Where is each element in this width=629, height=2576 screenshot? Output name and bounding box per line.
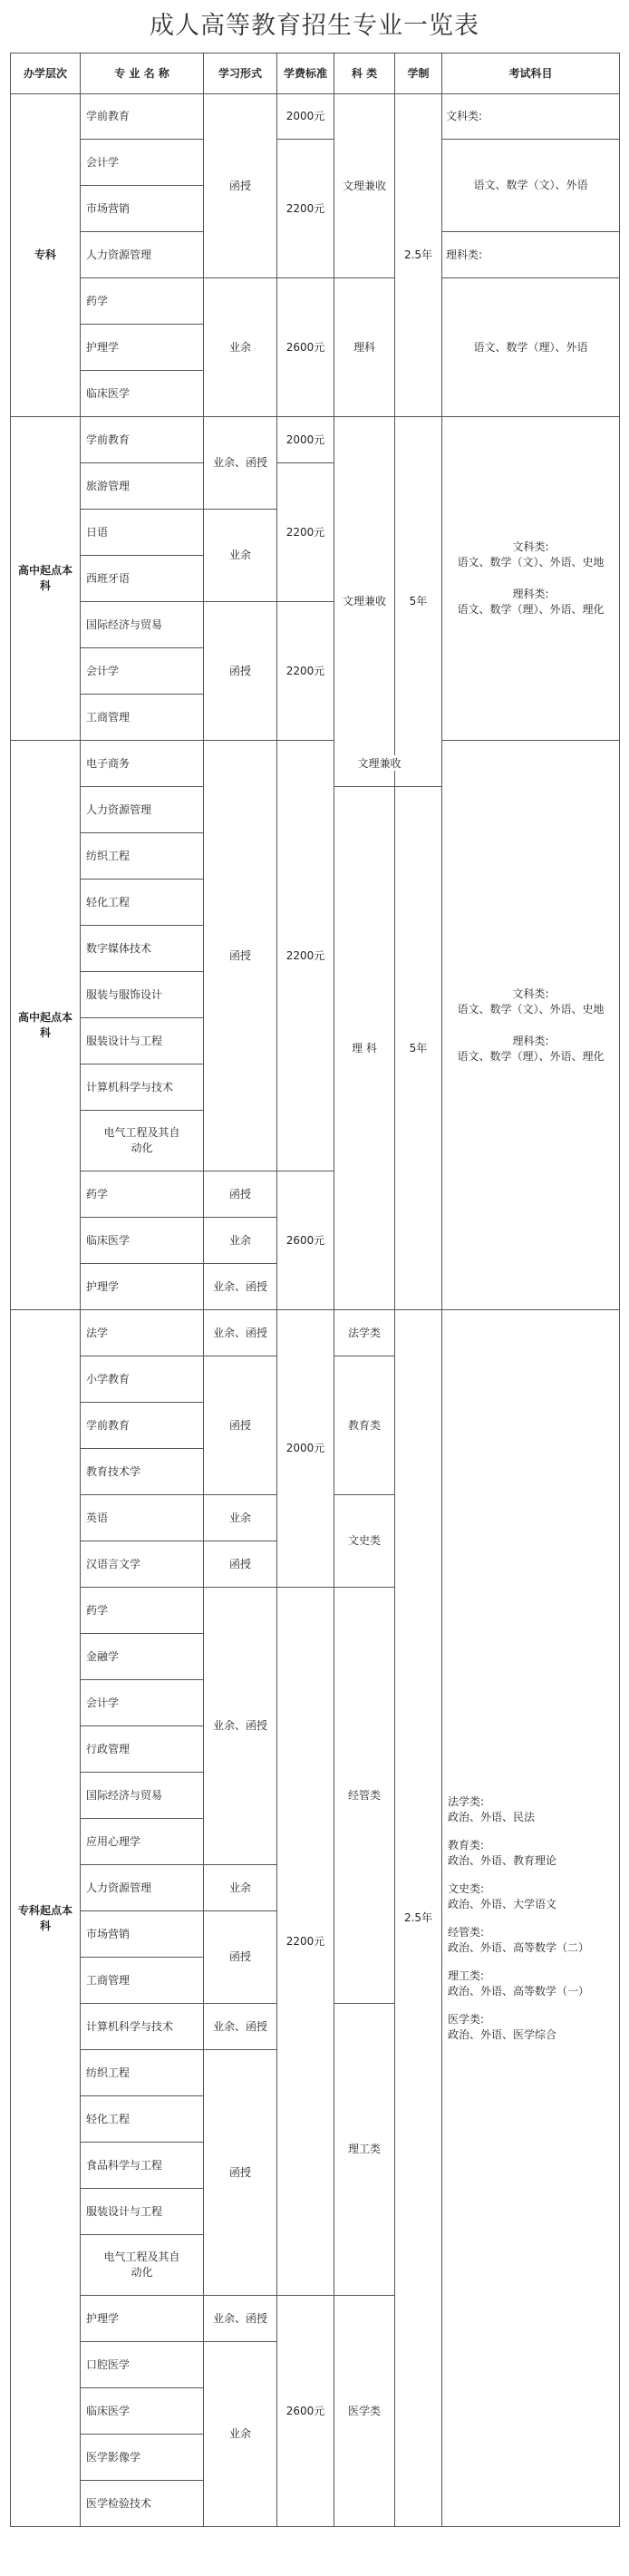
mode-cell: 业余、函授 [204,2296,277,2342]
mode-cell: 业余 [204,1495,277,1541]
major-cell: 轻化工程 [81,2096,204,2143]
major-cell: 医学影像学 [81,2435,204,2481]
category-cell: 文理兼收 [334,417,395,787]
major-cell: 日语 [81,510,204,556]
major-cell: 西班牙语 [81,556,204,602]
exam-cell: 理科类: [442,232,620,278]
mode-cell: 业余 [204,1218,277,1264]
major-cell: 电气工程及其自动化 [81,1111,204,1171]
page-title: 成人高等教育招生专业一览表 [150,12,479,40]
major-cell: 工商管理 [81,1958,204,2004]
major-cell: 服装与服饰设计 [81,972,204,1018]
major-cell: 护理学 [81,1264,204,1310]
major-cell: 英语 [81,1495,204,1541]
major-cell: 小学教育 [81,1356,204,1403]
level-gqb2: 高中起点本科 [11,741,81,1310]
mode-cell: 业余 [204,2342,277,2527]
mode-cell: 业余、函授 [204,2004,277,2050]
header-category: 科 类 [334,53,395,94]
exam-subjects: 语文、数学（理）、外语、理化 [457,1049,605,1063]
major-cell: 数字媒体技术 [81,926,204,972]
exam-label: 经管类: [448,1925,485,1939]
exam-subjects: 语文、数学（文）、外语、史地 [457,556,605,569]
major-cell: 学前教育 [81,94,204,140]
fee-cell: 2000元 [277,1310,334,1588]
fee-cell: 2000元 [277,94,334,140]
major-cell: 纺织工程 [81,2050,204,2096]
level-zqb: 专科起点本科 [11,1310,81,2527]
major-cell: 服装设计与工程 [81,2189,204,2235]
mode-cell: 业余 [204,278,277,417]
major-cell: 人力资源管理 [81,232,204,278]
mode-cell: 业余 [204,510,277,602]
header-fee: 学费标准 [277,53,334,94]
exam-label: 医学类: [448,2012,485,2026]
major-cell: 教育技术学 [81,1449,204,1495]
exam-cell: 文科类: [442,94,620,140]
major-cell: 学前教育 [81,417,204,463]
exam-label: 理科类: [512,588,549,600]
mode-cell: 函授 [204,741,277,1171]
exam-label: 教育类: [448,1838,485,1852]
major-cell: 药学 [81,1171,204,1218]
exam-label: 法学类: [448,1794,485,1808]
fee-cell: 2200元 [277,1588,334,2296]
major-cell: 学前教育 [81,1403,204,1449]
exam-subjects: 政治、外语、高等数学（一） [448,1984,590,1998]
exam-cell: 语文、数学（文）、外语 [442,140,620,232]
major-cell: 计算机科学与技术 [81,2004,204,2050]
exam-label: 文科类: [512,987,549,1000]
mode-cell: 业余、函授 [204,417,277,510]
major-cell: 会计学 [81,140,204,186]
mode-cell: 业余 [204,1865,277,1911]
major-cell: 人力资源管理 [81,1865,204,1911]
exam-label: 理工类: [448,1968,485,1982]
major-cell: 电子商务 [81,741,204,787]
major-cell: 轻化工程 [81,880,204,926]
category-cell: 经管类 [334,1588,395,2004]
category-cell: 理科 [334,278,395,417]
major-cell: 金融学 [81,1634,204,1680]
major-cell: 市场营销 [81,186,204,232]
mode-cell: 函授 [204,94,277,278]
mode-cell: 业余、函授 [204,1264,277,1310]
header-level: 办学层次 [11,53,81,94]
fee-cell: 2200元 [277,140,334,278]
category-cell-gqb2: 文理兼收 [350,755,409,771]
major-cell: 食品科学与工程 [81,2143,204,2189]
major-cell: 市场营销 [81,1911,204,1958]
exam-cell-gqb2 [442,741,620,1310]
mode-cell: 函授 [204,2050,277,2296]
fee-cell: 2000元 [277,417,334,463]
category-cell: 理工类 [334,2004,395,2296]
exam-subjects: 政治、外语、教育理论 [448,1853,557,1867]
major-cell: 护理学 [81,2296,204,2342]
duration-cell: 2.5年 [395,94,442,417]
table-row [11,417,620,463]
exam-subjects: 政治、外语、大学语文 [448,1897,557,1910]
category-cell: 教育类 [334,1356,395,1495]
table-row [11,1310,620,1356]
header-mode: 学习形式 [204,53,277,94]
mode-cell: 函授 [204,602,277,741]
major-cell: 计算机科学与技术 [81,1064,204,1111]
exam-label: 理科类: [512,1034,549,1047]
level-zhuanke: 专科 [11,94,81,417]
exam-subjects: 语文、数学（文）、外语、史地 [457,1002,605,1016]
major-cell: 应用心理学 [81,1819,204,1865]
major-cell: 临床医学 [81,371,204,417]
table-row [11,94,620,140]
major-cell: 药学 [81,1588,204,1634]
mode-cell: 函授 [204,1356,277,1495]
mode-cell: 函授 [204,1171,277,1218]
exam-subjects: 政治、外语、医学综合 [448,2027,557,2041]
level-gqb1: 高中起点本科 [11,417,81,741]
exam-subjects: 政治、外语、高等数学（二） [448,1940,590,1954]
major-cell: 口腔医学 [81,2342,204,2388]
majors-table [10,53,620,2527]
exam-subjects: 语文、数学（理）、外语、理化 [457,603,605,616]
fee-cell: 2200元 [277,602,334,741]
major-cell: 国际经济与贸易 [81,1773,204,1819]
fee-cell: 2200元 [277,463,334,602]
mode-cell: 函授 [204,1911,277,2004]
duration-cell: 5年 [395,417,442,787]
major-cell: 临床医学 [81,1218,204,1264]
major-cell: 行政管理 [81,1726,204,1773]
exam-cell-zqb [442,1310,620,2527]
exam-label: 文科类: [512,540,549,553]
table-row [11,140,620,186]
major-cell: 护理学 [81,325,204,371]
major-cell: 会计学 [81,1680,204,1726]
major-cell: 药学 [81,278,204,325]
fee-cell: 2600元 [277,2296,334,2527]
major-cell: 会计学 [81,648,204,695]
exam-cell-gqb1 [442,417,620,741]
mode-cell: 业余、函授 [204,1588,277,1865]
fee-cell: 2600元 [277,278,334,417]
major-cell: 纺织工程 [81,833,204,880]
category-cell: 法学类 [334,1310,395,1356]
major-cell: 服装设计与工程 [81,1018,204,1064]
fee-cell: 2200元 [277,741,334,1171]
major-cell: 国际经济与贸易 [81,602,204,648]
table-row [11,278,620,325]
fee-cell: 2600元 [277,1171,334,1310]
table-row [11,741,620,787]
duration-cell: 5年 [395,787,442,1310]
category-cell: 理 科 [334,787,395,1310]
header-duration: 学制 [395,53,442,94]
header-row [11,53,620,94]
duration-cell: 2.5年 [395,1310,442,2527]
header-major: 专 业 名 称 [81,53,204,94]
major-cell: 电气工程及其自动化 [81,2235,204,2296]
category-cell: 医学类 [334,2296,395,2527]
major-cell: 工商管理 [81,695,204,741]
mode-cell: 函授 [204,1541,277,1588]
major-cell: 旅游管理 [81,463,204,510]
major-cell: 临床医学 [81,2388,204,2435]
exam-label: 文史类: [448,1881,485,1895]
header-exam: 考试科目 [442,53,620,94]
major-cell: 汉语言文学 [81,1541,204,1588]
exam-cell: 语文、数学（理）、外语 [442,278,620,417]
exam-subjects: 政治、外语、民法 [448,1810,536,1823]
major-cell: 医学检验技术 [81,2481,204,2527]
category-cell: 文史类 [334,1495,395,1588]
major-cell: 法学 [81,1310,204,1356]
major-cell: 人力资源管理 [81,787,204,833]
category-cell: 文理兼收 [334,94,395,278]
mode-cell: 业余、函授 [204,1310,277,1356]
